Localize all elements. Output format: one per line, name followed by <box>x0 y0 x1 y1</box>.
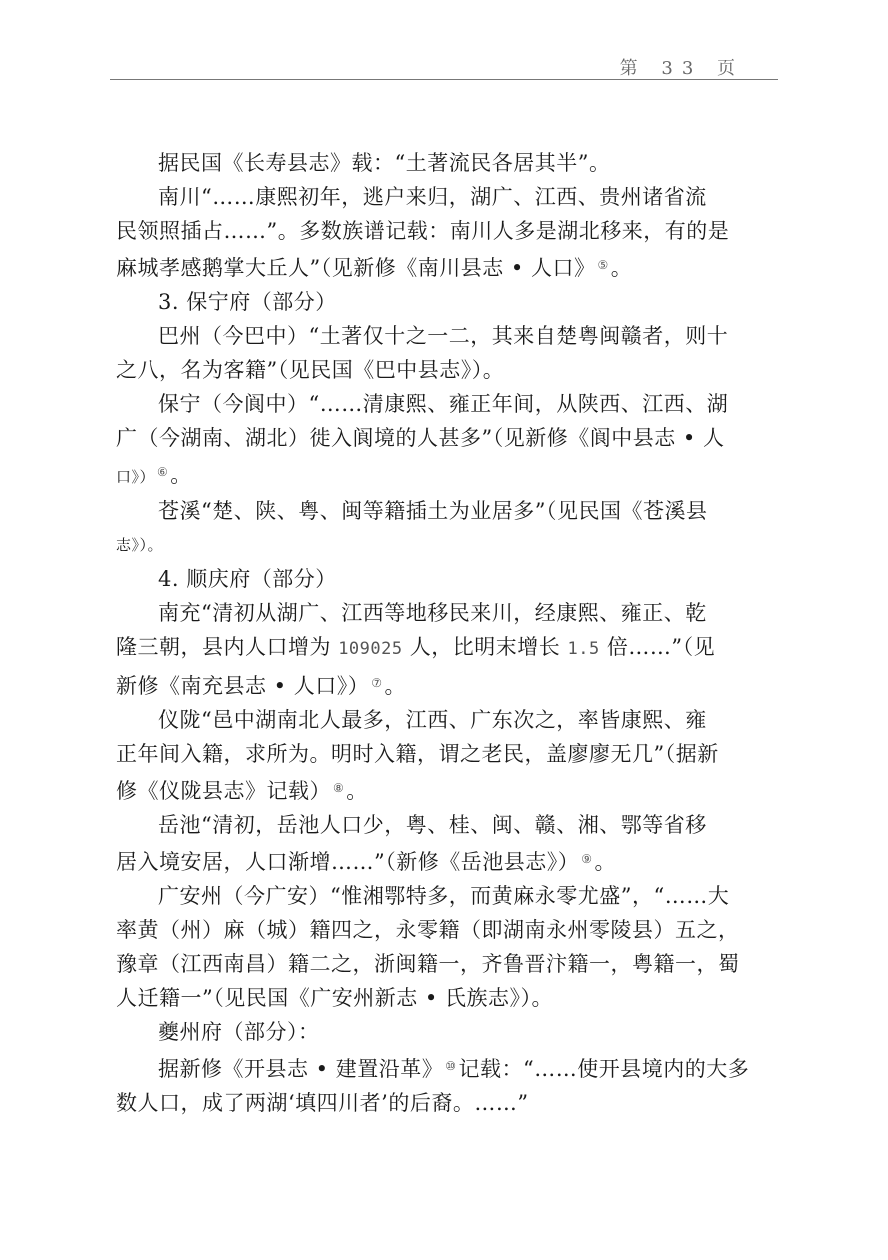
paragraph-changshou: 据民国《长寿县志》载：“土著流民各居其半”。 <box>158 151 611 175</box>
footnote-marker[interactable]: ⑧ <box>333 781 345 795</box>
paragraph-cangxi: 苍溪“楚、陕、粤、闽等籍插土为业居多”（见民国《苍溪县 志》）。 <box>116 499 708 554</box>
paragraph-baoning: 保宁（今阆中）“……清康熙、雍正年间，从陕西、江西、湖 广（今湖南、湖北）徙入阆境的人甚多”（见新修《阆中县志 • 人 口》） ⑥。 <box>116 392 729 487</box>
paragraph-yilong: 仪陇“邑中湖南北人最多，江西、广东次之，率皆康熙、雍 正年间入籍，求所为。明时入籍，谓之老民，盖廖廖无几”（据新 修《仪陇县志》记载） ⑧。 <box>116 708 719 803</box>
paragraph-nanchong: 南充“清初从湖广、江西等地移民来川，经康熙、雍正、乾 隆三朝，县内人口增为 109025 人，比明末增长 1.5 倍……”（见 新修《南充县志 • 人口》） ⑦。 <box>116 601 716 698</box>
header-rule <box>110 79 778 80</box>
section-heading-kuizhou: 夔州府（部分）： <box>158 1020 320 1044</box>
paragraph-nanchuan: 南川“……康熙初年，逃户来归，湖广、江西、贵州诸省流 民领照插占……”。多数族谱记载：南川人多是湖北移来，有的是 麻城孝感鹅掌大丘人”（见新修《南川县志 • 人口》 ⑤。 <box>116 185 730 280</box>
document-body <box>116 146 776 1120</box>
section-heading-baoning: 3. 保宁府（部分） <box>158 290 337 314</box>
paragraph-guangan: 广安州（今广安）“惟湘鄂特多，而黄麻永零尤盛”，“……大 率黄（州）麻（城）籍四之，永零籍（即湖南永州零陵县）五之， 豫章（江西南昌）籍二之，浙闽籍一，齐鲁晋汴籍一，粤籍一，蜀 人迁籍一”（见民国《广安州新志 • 氏族志》）。 <box>116 884 740 1010</box>
section-heading-shunqing: 4. 顺庆府（部分） <box>158 567 337 591</box>
footnote-marker[interactable]: ⑩ <box>445 1059 457 1073</box>
page-header <box>110 42 778 80</box>
paragraph-yuechi: 岳池“清初，岳池人口少，粤、桂、闽、赣、湘、鄂等省移 居入境安居，人口渐增……”（新修《岳池县志》） ⑨。 <box>116 813 707 874</box>
paragraph-kaixian: 据新修《开县志 • 建置沿革》 ⑩记载：“……使开县境内的大多 数人口，成了两湖‘填四川者’的后裔。……” <box>116 1057 750 1115</box>
page-number-label: 第 33 页 <box>619 58 744 79</box>
paragraph-bazhou: 巴州（今巴中）“土著仅十之一二，其来自楚粤闽赣者，则十 之八，名为客籍”（见民国《巴中县志》）。 <box>116 324 729 382</box>
footnote-marker[interactable]: ⑦ <box>371 676 383 690</box>
footnote-marker[interactable]: ⑨ <box>581 852 593 866</box>
footnote-marker[interactable]: ⑤ <box>597 258 609 272</box>
footnote-marker[interactable]: ⑥ <box>157 465 169 479</box>
